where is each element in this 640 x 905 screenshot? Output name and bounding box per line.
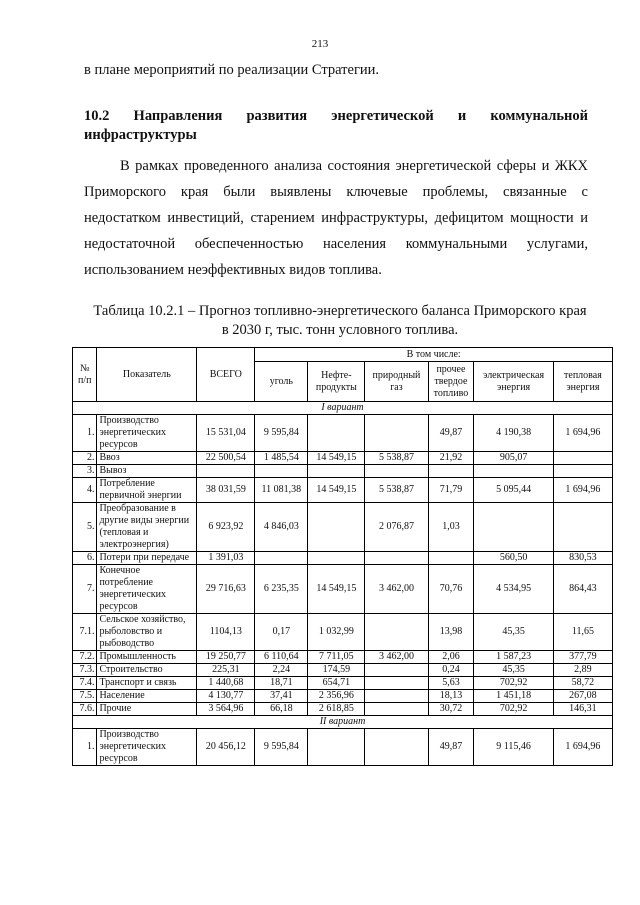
table-row (73, 565, 613, 614)
cell-solid: 2,06 (428, 651, 474, 664)
cell-heat: 267,08 (553, 690, 612, 703)
variant-label: II вариант (73, 716, 613, 729)
table-row (73, 677, 613, 690)
cell-gas (365, 552, 428, 565)
table-row (73, 503, 613, 552)
cell-coal: 1 485,54 (255, 452, 308, 465)
cell-electric (474, 503, 553, 552)
cell-coal (255, 552, 308, 565)
table-caption (60, 302, 620, 340)
cell-oil (308, 503, 365, 552)
cell-num: 7.5. (73, 690, 97, 703)
cell-coal: 9 595,84 (255, 729, 308, 766)
cell-total: 225,31 (197, 664, 255, 677)
table-row (73, 729, 613, 766)
table-row (73, 703, 613, 716)
cell-oil: 14 549,15 (308, 565, 365, 614)
cell-coal: 18,71 (255, 677, 308, 690)
cell-num: 6. (73, 552, 97, 565)
header-num: № п/п (73, 348, 97, 402)
cell-solid: 0,24 (428, 664, 474, 677)
cell-electric: 1 451,18 (474, 690, 553, 703)
cell-solid: 71,79 (428, 478, 474, 503)
cell-num: 1. (73, 415, 97, 452)
cell-gas: 3 462,00 (365, 651, 428, 664)
cell-total: 22 500,54 (197, 452, 255, 465)
paragraph-line: недостатком инвестиций, старением инфраструктуры, дефицитом мощности и (84, 210, 588, 226)
cell-heat (553, 452, 612, 465)
cell-oil (308, 729, 365, 766)
cell-gas: 5 538,87 (365, 452, 428, 465)
cell-electric: 1 587,23 (474, 651, 553, 664)
cell-coal: 9 595,84 (255, 415, 308, 452)
cell-coal: 6 110,64 (255, 651, 308, 664)
cell-name: Население (97, 690, 197, 703)
cell-oil: 2 356,96 (308, 690, 365, 703)
cell-oil: 2 618,85 (308, 703, 365, 716)
cell-heat: 146,31 (553, 703, 612, 716)
cell-name: Сельское хозяйство, рыболовство и рыбоводство (97, 614, 197, 651)
cell-solid (428, 552, 474, 565)
header-gas: природный газ (365, 362, 428, 402)
header-electric: электрическая энергия (474, 362, 553, 402)
variant-label: I вариант (73, 402, 613, 415)
cell-name: Потери при передаче (97, 552, 197, 565)
cell-electric: 905,07 (474, 452, 553, 465)
cell-heat: 2,89 (553, 664, 612, 677)
cell-heat: 377,79 (553, 651, 612, 664)
cell-heat: 1 694,96 (553, 729, 612, 766)
cell-gas: 5 538,87 (365, 478, 428, 503)
header-heat: тепловая энергия (553, 362, 612, 402)
cell-coal: 37,41 (255, 690, 308, 703)
cell-electric: 4 190,38 (474, 415, 553, 452)
cell-heat: 864,43 (553, 565, 612, 614)
cell-heat: 11,65 (553, 614, 612, 651)
cell-solid (428, 465, 474, 478)
cell-gas (365, 415, 428, 452)
cell-solid: 5,63 (428, 677, 474, 690)
header-group: В том числе: (255, 348, 613, 362)
cell-num: 3. (73, 465, 97, 478)
cell-coal: 11 081,38 (255, 478, 308, 503)
cell-electric: 45,35 (474, 614, 553, 651)
cell-heat: 58,72 (553, 677, 612, 690)
table-row (73, 452, 613, 465)
paragraph-line: недостаточной обеспеченностью населения коммунальными услугами, (84, 236, 588, 252)
header-coal: уголь (255, 362, 308, 402)
table-row (73, 651, 613, 664)
cell-name: Строительство (97, 664, 197, 677)
cell-electric: 702,92 (474, 703, 553, 716)
cell-heat (553, 503, 612, 552)
cell-electric: 45,35 (474, 664, 553, 677)
paragraph-line: использованием неэффективных видов топлива. (84, 262, 382, 278)
cell-oil (308, 552, 365, 565)
cell-electric: 560,50 (474, 552, 553, 565)
cell-solid: 21,92 (428, 452, 474, 465)
cell-heat: 830,53 (553, 552, 612, 565)
cell-total: 38 031,59 (197, 478, 255, 503)
cell-oil (308, 415, 365, 452)
cell-total: 4 130,77 (197, 690, 255, 703)
cell-name: Ввоз (97, 452, 197, 465)
cell-oil: 654,71 (308, 677, 365, 690)
variant1-rows (73, 415, 613, 716)
cell-oil: 14 549,15 (308, 452, 365, 465)
variant2-rows (73, 729, 613, 766)
cell-name: Производство энергетических ресурсов (97, 729, 197, 766)
section-heading-line1: 10.2 Направления развития энергетической и коммунальной (84, 108, 588, 124)
cell-solid: 1,03 (428, 503, 474, 552)
cell-heat (553, 465, 612, 478)
cell-solid: 70,76 (428, 565, 474, 614)
cell-name: Преобразование в другие виды энергии (тепловая и электроэнергия) (97, 503, 197, 552)
cell-coal: 0,17 (255, 614, 308, 651)
caption-line2: в 2030 г, тыс. тонн условного топлива. (221, 322, 459, 338)
cell-electric: 702,92 (474, 677, 553, 690)
cell-coal: 66,18 (255, 703, 308, 716)
section-heading-line2: инфраструктуры (84, 127, 197, 143)
cell-total: 6 923,92 (197, 503, 255, 552)
paragraph-line: Приморского края были выявлены ключевые проблемы, связанные с (84, 184, 588, 200)
table-row (73, 664, 613, 677)
cell-gas (365, 690, 428, 703)
cell-name: Вывоз (97, 465, 197, 478)
cell-num: 4. (73, 478, 97, 503)
intro-line: в плане мероприятий по реализации Стратегии. (84, 62, 380, 78)
cell-num: 7.6. (73, 703, 97, 716)
cell-heat: 1 694,96 (553, 478, 612, 503)
table-row (73, 690, 613, 703)
table-row (73, 415, 613, 452)
cell-coal: 4 846,03 (255, 503, 308, 552)
cell-oil: 1 032,99 (308, 614, 365, 651)
cell-num: 7.1. (73, 614, 97, 651)
cell-num: 7.4. (73, 677, 97, 690)
caption-line1: Таблица 10.2.1 – Прогноз топливно-энергетического баланса Приморского края (93, 303, 587, 319)
cell-gas: 3 462,00 (365, 565, 428, 614)
cell-coal: 6 235,35 (255, 565, 308, 614)
cell-num: 1. (73, 729, 97, 766)
cell-name: Конечное потребление энергетических ресурсов (97, 565, 197, 614)
cell-electric: 9 115,46 (474, 729, 553, 766)
cell-solid: 18,13 (428, 690, 474, 703)
cell-electric (474, 465, 553, 478)
cell-oil (308, 465, 365, 478)
page-number: 213 (311, 38, 329, 50)
header-indicator: Показатель (97, 348, 197, 402)
cell-total: 19 250,77 (197, 651, 255, 664)
cell-num: 2. (73, 452, 97, 465)
header-total: ВСЕГО (197, 348, 255, 402)
cell-num: 7.2. (73, 651, 97, 664)
cell-total: 20 456,12 (197, 729, 255, 766)
cell-solid: 49,87 (428, 729, 474, 766)
cell-total: 1 391,03 (197, 552, 255, 565)
cell-total: 15 531,04 (197, 415, 255, 452)
cell-total: 3 564,96 (197, 703, 255, 716)
cell-gas: 2 076,87 (365, 503, 428, 552)
header-oil: Нефте-продукты (308, 362, 365, 402)
cell-name: Прочие (97, 703, 197, 716)
cell-total: 1 440,68 (197, 677, 255, 690)
cell-coal: 2,24 (255, 664, 308, 677)
cell-total (197, 465, 255, 478)
cell-name: Производство энергетических ресурсов (97, 415, 197, 452)
cell-total: 29 716,63 (197, 565, 255, 614)
cell-electric: 4 534,95 (474, 565, 553, 614)
cell-heat: 1 694,96 (553, 415, 612, 452)
paragraph-line: В рамках проведенного анализа состояния энергетической сферы и ЖКХ (120, 158, 588, 174)
cell-oil: 14 549,15 (308, 478, 365, 503)
cell-gas (365, 614, 428, 651)
cell-name: Промышленность (97, 651, 197, 664)
cell-solid: 30,72 (428, 703, 474, 716)
energy-balance-table (72, 347, 613, 766)
table-row (73, 465, 613, 478)
cell-solid: 13,98 (428, 614, 474, 651)
cell-gas (365, 729, 428, 766)
cell-gas (365, 465, 428, 478)
cell-oil: 174,59 (308, 664, 365, 677)
cell-electric: 5 095,44 (474, 478, 553, 503)
header-solid: прочее твердое топливо (428, 362, 474, 402)
cell-gas (365, 703, 428, 716)
cell-total: 1104,13 (197, 614, 255, 651)
cell-num: 5. (73, 503, 97, 552)
cell-name: Транспорт и связь (97, 677, 197, 690)
cell-oil: 7 711,05 (308, 651, 365, 664)
table-row (73, 478, 613, 503)
table-row (73, 614, 613, 651)
cell-gas (365, 664, 428, 677)
cell-num: 7.3. (73, 664, 97, 677)
cell-num: 7. (73, 565, 97, 614)
cell-coal (255, 465, 308, 478)
cell-solid: 49,87 (428, 415, 474, 452)
table-row (73, 552, 613, 565)
cell-name: Потребление первичной энергии (97, 478, 197, 503)
cell-gas (365, 677, 428, 690)
